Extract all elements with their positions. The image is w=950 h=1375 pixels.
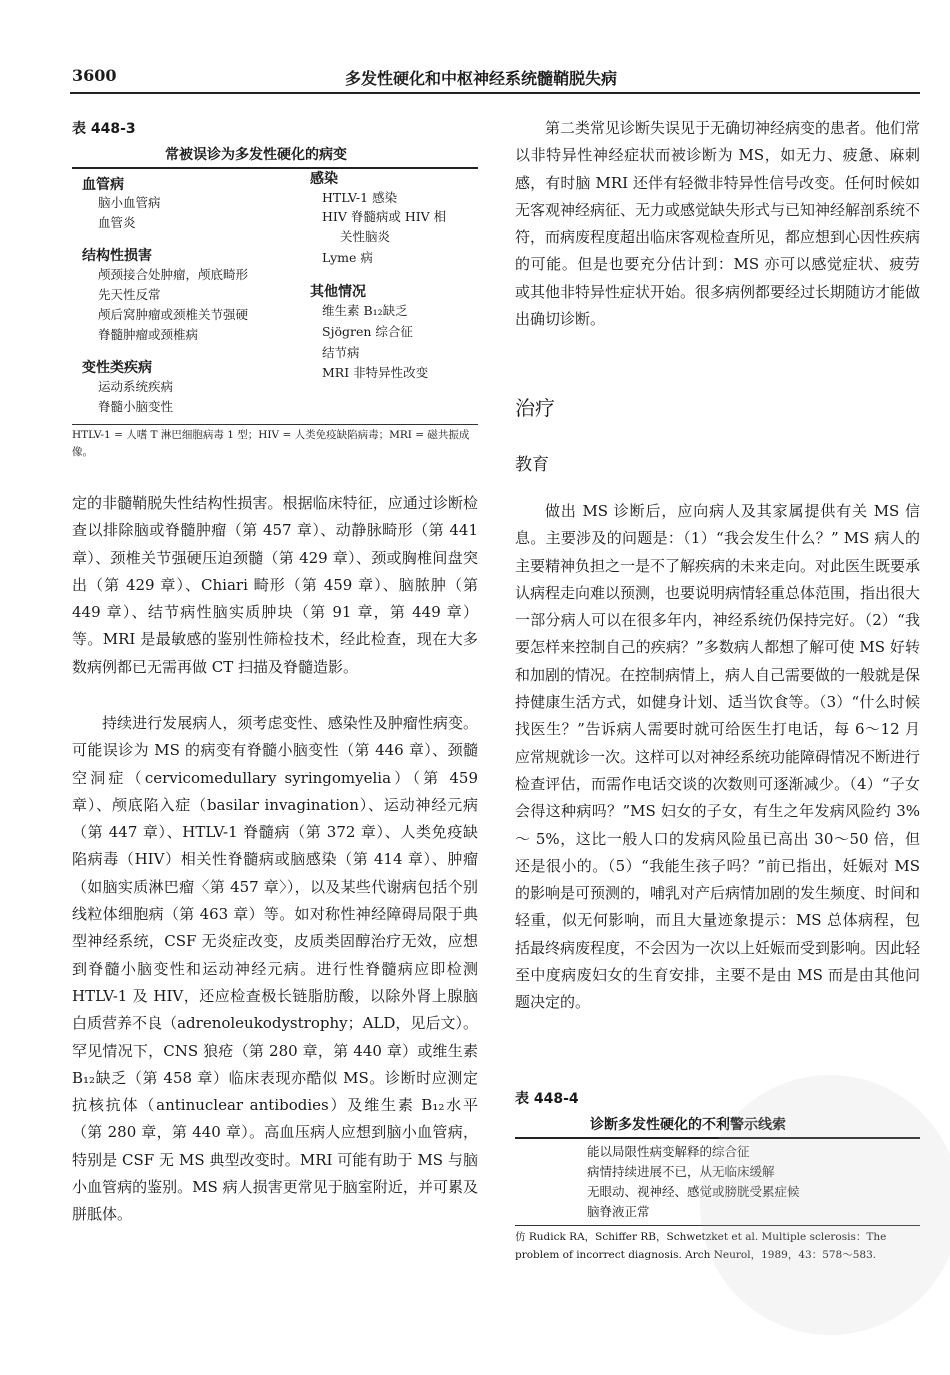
table-category-other: 其他情况: [310, 284, 366, 300]
table-category-infection: 感染: [310, 171, 338, 187]
table-448-3-footnote: HTLV-1 = 人嗜 T 淋巴细胞病毒 1 型；HIV = 人类免疫缺陷病毒；MRI = 磁共振成像。: [72, 429, 470, 458]
table-item: 病情持续进展不已，从无临床缓解: [587, 1164, 775, 1179]
table-item: 先天性反常: [98, 287, 161, 302]
table-item: 脑小血管病: [98, 195, 161, 210]
table-item: 能以局限性病变解释的综合征: [587, 1144, 750, 1159]
table-item: 关性脑炎: [340, 229, 391, 244]
table-item: 维生素 B₁₂缺乏: [322, 303, 408, 318]
table-448-4-footnote: 仿 Rudick RA，Schiffer RB，Schwetzket et al. Multiple sclerosis：The problem of incorrect diagnosis. Arch Neurol，1989，43：578～583.: [515, 1231, 887, 1261]
table-item: HIV 脊髓病或 HIV 相: [322, 209, 447, 224]
table-item: HTLV-1 感染: [322, 190, 398, 205]
watermark-seal: [700, 1075, 950, 1335]
table-448-4-title: 诊断多发性硬化的不利警示线索: [590, 1117, 786, 1133]
table-448-3-label: 表 448-3: [72, 121, 136, 137]
header-rule: [70, 92, 920, 94]
subsection-heading-education: 教育: [515, 455, 549, 475]
table-item: 血管炎: [98, 215, 136, 230]
table-item: 脑脊液正常: [587, 1204, 650, 1219]
table-448-3-bottom-rule: [72, 424, 478, 425]
table-item: 脊髓肿瘤或颈椎病: [98, 327, 199, 342]
right-paragraph-1: 第二类常见诊断失误见于无确切神经病变的患者。他们常以非特异性神经症状而被诊断为 MS，如无力、疲惫、麻刺感，有时脑 MRI 还伴有轻微非特异性信号改变。任何时候如无客观神经病征、无力或感觉缺失形式与已知神经解剖系统不符，而病废程度超出临床客观检查所见，都应想到心因性疾病的可能。但是也要充分估计到：MS 亦可以感觉症状、疲劳或其他非特异性症状开始。很多病例都要经过长期随访才能做出确切诊断。: [515, 119, 921, 329]
section-heading-treatment: 治疗: [515, 396, 555, 420]
left-paragraph-2: 持续进行发展病人，须考虑变性、感染性及肿瘤性病变。可能误诊为 MS 的病变有脊髓小脑变性（第 446 章）、颈髓空洞症（cervicomedullary syringomyelia）（第 459 章）、颅底陷入症（basilar invagination）、运动神经元病（第 447 章）、HTLV-1 脊髓病（第 372 章）、人类免疫缺陷病毒（HIV）相关性脊髓病或脑感染（第 414 章）、肿瘤（如脑实质淋巴瘤〈第 457 章〉），以及某些代谢病包括个别线粒体细胞病（第 463 章）等。如对称性神经障碍局限于典型神经系统，CSF 无炎症改变，皮质类固醇治疗无效，应想到脊髓小脑变性和运动神经元病。进行性脊髓病应即检测 HTLV-1 及 HIV，还应检查极长链脂肪酸，以除外肾上腺脑白质营养不良（adrenoleukodystrophy；ALD，见后文）。罕见情况下，CNS 狼疮（第 280 章，第 440 章）或维生素 B₁₂缺乏（第 458 章）临床表现亦酷似 MS。诊断时应测定抗核抗体（antinuclear antibodies）及维生素 B₁₂水平（第 280 章，第 440 章）。高血压病人应想到脑小血管病，特别是 CSF 无 MS 典型改变时。MRI 可能有助于 MS 与脑小血管病的鉴别。MS 病人损害更常见于脑室附近，并可累及胼胝体。: [72, 714, 478, 1224]
table-item: Sjögren 综合征: [322, 324, 413, 339]
table-item: Lyme 病: [322, 250, 373, 265]
table-category-vascular: 血管病: [82, 177, 124, 193]
running-title: 多发性硬化和中枢神经系统髓鞘脱失病: [345, 69, 618, 88]
table-item: 颅后窝肿瘤或颈椎关节强硬: [98, 307, 249, 322]
table-item: 运动系统疾病: [98, 379, 174, 394]
table-item: 结节病: [322, 345, 360, 360]
right-paragraph-2: 做出 MS 诊断后，应向病人及其家属提供有关 MS 信息。主要涉及的问题是：（1）“我会发生什么？” MS 病人的主要精神负担之一是不了解疾病的未来走向。对此医生既要承认病程走向难以预测，也要说明病情轻重总体范围，指出很大一部分病人可以在很多年内，神经系统仍保持完好。（2）“我要怎样来控制自己的疾病？”多数病人都想了解可使 MS 好转和加剧的情况。在控制病情上，病人自己需要做的一般就是保持健康生活方式，如健身计划、适当饮食等。（3）“什么时候找医生？”告诉病人需要时就可给医生打电话，每 6～12 月应常规就诊一次。这样可以对神经系统功能障碍情况不断进行检查评估，而需作电话交谈的次数则可逐渐减少。（4）“子女会得这种病吗？”MS 妇女的子女，有生之年发病风险约 3% ～ 5%，这比一般人口的发病风险虽已高出 30～50 倍，但还是很小的。（5）“我能生孩子吗？”前已指出，妊娠对 MS 的影响是可预测的，哺乳对产后病情加剧的发生频度、时间和轻重，似无何影响，而且大量迹象提示：MS 总体病程，包括最终病废程度，不会因为一次以上妊娠而受到影响。因此轻至中度病废妇女的生育安排，主要不是由 MS 而是由其他问题决定的。: [515, 502, 921, 1012]
table-item: 无眼动、视神经、感觉或膀胱受累症候: [587, 1184, 800, 1199]
page-number: 3600: [72, 66, 117, 85]
table-category-structural: 结构性损害: [82, 248, 152, 264]
table-448-3-title: 常被误诊为多发性硬化的病变: [165, 147, 347, 163]
table-item: 脊髓小脑变性: [98, 399, 174, 414]
table-448-3-top-rule: [72, 167, 478, 169]
table-category-degenerative: 变性类疾病: [82, 360, 152, 376]
left-paragraph-1: 定的非髓鞘脱失性结构性损害。根据临床特征，应通过诊断检查以排除脑或脊髓肿瘤（第 457 章）、动静脉畸形（第 441 章）、颈椎关节强硬压迫颈髓（第 429 章）、颈或胸椎间盘突出（第 429 章）、Chiari 畸形（第 459 章）、脑脓肿（第 449 章）、结节病性脑实质肿块（第 91 章，第 449 章）等。MRI 是最敏感的鉴别性筛检技术，经此检查，现在大多数病例都已无需再做 CT 扫描及脊髓造影。: [72, 494, 478, 676]
table-448-4-label: 表 448-4: [515, 1091, 579, 1107]
table-item: MRI 非特异性改变: [322, 365, 429, 380]
table-item: 颅颈接合处肿瘤，颅底畸形: [98, 267, 249, 282]
